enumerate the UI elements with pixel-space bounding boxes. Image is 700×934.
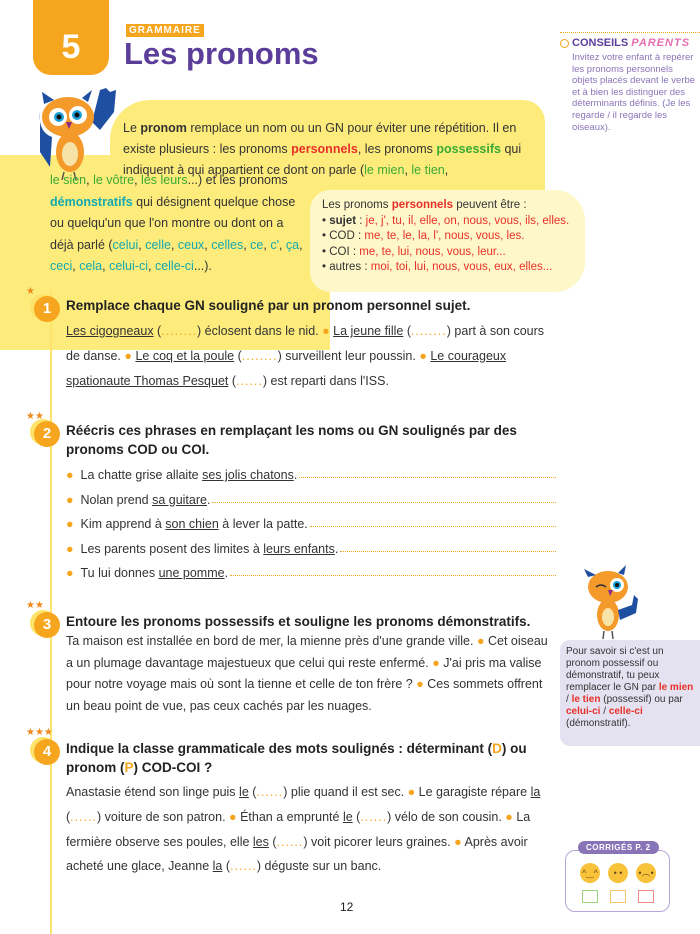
sentence-list: [66, 463, 556, 586]
text-segment: Kim apprend à: [80, 517, 166, 532]
text-segment: personnels: [291, 142, 358, 156]
exercise-text[interactable]: [66, 780, 556, 879]
text-segment: le mien: [658, 682, 694, 693]
text-segment: D: [492, 741, 502, 756]
text-segment: (: [66, 809, 71, 824]
text-segment: Le courageux spationaute Thomas Pesquet: [66, 349, 507, 388]
text-segment: Les pronoms: [322, 199, 392, 211]
text-segment: .: [293, 468, 298, 482]
text-segment: (: [222, 859, 231, 874]
text-segment: celui-ci: [566, 706, 601, 717]
exercise-number-badge: 2: [34, 421, 60, 447]
section-label: GRAMMAIRE: [126, 24, 204, 37]
happy-checkbox[interactable]: [582, 890, 598, 903]
box-line: [322, 229, 573, 245]
text-segment: La jeune fille: [333, 324, 404, 338]
text-segment: possessifs: [436, 142, 501, 156]
answer-line[interactable]: [212, 488, 556, 503]
text-segment: (démonstratif).: [566, 718, 631, 729]
sentence: [81, 488, 211, 513]
bullet-icon: ●: [505, 809, 513, 824]
tip-bubble: [560, 640, 700, 746]
parent-tips-title: CONSEILS: [572, 37, 629, 49]
list-item: [66, 512, 556, 537]
text-segment: P: [124, 760, 134, 775]
parent-tips-text: Invitez votre enfant à repérer les pronoms personnels objets placés devant le verbe et à bien les distinguer des déterminants définis. (Je les regarde / il regarde les oiseaux).: [572, 52, 696, 133]
chapter-number: 5: [61, 28, 81, 66]
text-segment: La chatte grise allaite: [80, 468, 203, 482]
text-segment: ) vélo de son cousin.: [387, 809, 506, 824]
text-segment: cela: [79, 259, 103, 273]
bullet-icon: ●: [322, 324, 330, 338]
sentence: [81, 512, 308, 537]
text-segment: ,: [134, 173, 142, 187]
text-segment: ) éclosent dans le nid.: [197, 324, 323, 338]
answer-blank[interactable]: ......: [236, 374, 263, 388]
sentence: [81, 537, 339, 562]
text-segment: ...) et les pronoms: [187, 173, 288, 187]
text-segment: démonstratifs: [50, 194, 133, 209]
answer-blank[interactable]: ......: [70, 809, 98, 824]
text-segment: ) plie quand il est sec.: [283, 785, 408, 799]
text-segment: (: [403, 324, 411, 338]
text-segment: la: [530, 785, 541, 799]
text-segment: /: [600, 706, 609, 717]
text-segment: sa guitare: [152, 492, 207, 507]
text-segment: Anastasie étend son linge puis: [66, 785, 240, 799]
text-segment: La fermière observe ses poules, elle: [66, 809, 531, 849]
lesson-intro-text-continued: [50, 170, 310, 278]
text-segment: :: [356, 214, 366, 227]
parent-tips-title-accent: PARENTS: [631, 37, 691, 49]
text-segment: pronom: [140, 121, 187, 135]
text-segment: moi, toi, lui, nous, vous, eux, elles...: [370, 261, 553, 273]
text-segment: à lever la patte.: [218, 517, 308, 532]
bullet-icon: ●: [124, 349, 132, 363]
owl-mascot-icon: [30, 82, 120, 182]
exercise-2: [26, 411, 556, 586]
box-line: [322, 214, 573, 230]
text-segment: Indique la classe grammaticale des mots soulignés : déterminant (: [66, 741, 493, 756]
bullet-icon: ●: [454, 834, 462, 849]
text-segment: les: [252, 834, 269, 849]
bullet-icon: ●: [416, 677, 424, 691]
text-segment: ,: [102, 259, 110, 273]
difficulty-stars: ★★★: [26, 727, 53, 738]
exercise-number-badge: 3: [34, 612, 60, 638]
text-segment: Le: [123, 121, 141, 135]
text-segment: Ces sommets offrent un beau point de vue, pas ceux cachés par les nuages.: [66, 677, 543, 713]
text-segment: celle-ci: [608, 706, 643, 717]
text-segment: son chien: [165, 517, 219, 532]
bullet-icon: ●: [476, 634, 485, 648]
text-segment: ,: [278, 237, 286, 252]
text-segment: .: [334, 541, 339, 556]
bullet-icon: ●: [66, 492, 81, 507]
text-segment: Ta maison est installée en bord de mer, la mienne près d'une grande ville.: [66, 634, 477, 648]
text-segment: Les parents posent des limites à: [80, 541, 264, 556]
answer-blank[interactable]: ......: [360, 809, 388, 824]
page-title: Les pronoms: [124, 36, 319, 71]
text-segment: ,: [243, 237, 251, 252]
bullet-icon: ●: [66, 468, 81, 482]
text-segment: remplace un nom ou un GN pour éviter une répétition. Il en existe plusieurs : les pronoms: [123, 121, 517, 156]
text-segment: ses jolis chatons: [202, 468, 294, 482]
text-segment: (: [228, 374, 237, 388]
worried-checkbox[interactable]: [638, 890, 654, 903]
text-segment: celui: [112, 237, 139, 252]
bullet-icon: ●: [432, 655, 440, 670]
text-segment: le tien: [411, 163, 445, 177]
text-segment: • autres :: [322, 261, 371, 273]
text-segment: ...).: [193, 259, 212, 273]
difficulty-stars: ★★: [26, 411, 44, 422]
text-segment: ) COD-COI ?: [133, 760, 213, 775]
text-segment: ,: [404, 163, 412, 177]
parent-tips-heading: [560, 32, 700, 49]
difficulty-stars: ★★: [26, 600, 44, 611]
text-segment: • COI :: [322, 245, 360, 258]
text-segment: ) est reparti dans l'ISS.: [262, 374, 389, 388]
exercise-number-badge: 1: [34, 296, 60, 322]
text-segment: ,: [263, 237, 271, 252]
bullet-icon: ●: [419, 349, 427, 363]
answer-blank[interactable]: ......: [276, 834, 304, 849]
happy-face-icon: ^‿^: [580, 863, 600, 883]
worried-face-icon: •︵•: [636, 863, 656, 883]
answer-line[interactable]: [310, 512, 556, 527]
text-segment: qui désignent quelque chose ou quelqu'un que l'on montre ou dont on a déjà parlé (: [50, 194, 296, 252]
owl-thumbs-up-icon: [580, 565, 640, 643]
exercise-instruction: [66, 739, 556, 777]
text-segment: le: [239, 785, 249, 799]
neutral-face-icon: • •: [608, 863, 628, 883]
text-segment: Le garagiste répare: [415, 785, 531, 799]
text-segment: ceux: [177, 237, 205, 252]
text-segment: peuvent être :: [453, 199, 527, 211]
exercise-text[interactable]: [66, 319, 556, 394]
neutral-checkbox[interactable]: [610, 890, 626, 903]
text-segment: ,: [299, 237, 303, 252]
box-line: [322, 245, 573, 261]
text-segment: les leurs: [141, 173, 188, 187]
exercise-text[interactable]: [66, 631, 556, 717]
self-assessment-box: [565, 843, 670, 912]
text-segment: Nolan prend: [80, 492, 153, 507]
text-segment: ) part à son cours de danse.: [66, 324, 545, 363]
text-segment: je, j', tu, il, elle, on, nous, vous, ils, elles.: [365, 214, 570, 227]
text-segment: Après avoir acheté une glace, Jeanne: [66, 834, 528, 874]
box-line: [322, 260, 573, 276]
answer-blank[interactable]: ........: [161, 324, 198, 338]
exercise-number-badge: 4: [34, 739, 60, 765]
text-segment: ,: [170, 237, 178, 252]
text-segment: ceci: [50, 259, 73, 273]
text-segment: qui indiquent à qui appartient ce dont on parle (: [123, 142, 522, 177]
personal-pronouns-box: [310, 190, 585, 292]
text-segment: • COD :: [322, 230, 365, 242]
answer-line[interactable]: [230, 561, 556, 576]
list-item: [66, 537, 556, 562]
answer-blank[interactable]: ......: [256, 785, 284, 799]
text-segment: (: [268, 834, 277, 849]
text-segment: le mien: [364, 163, 405, 177]
text-segment: ,: [147, 259, 155, 273]
answer-blank[interactable]: ........: [410, 324, 447, 338]
bullet-icon: ●: [229, 809, 237, 824]
text-segment: Les cigogneaux: [66, 324, 154, 338]
answer-line[interactable]: [340, 537, 556, 552]
list-item: [66, 561, 556, 586]
text-segment: me, te, lui, nous, vous, leur...: [359, 245, 506, 258]
text-segment: (: [248, 785, 257, 799]
text-segment: Éthan a emprunté: [236, 809, 343, 824]
bullet-icon: ●: [407, 785, 416, 799]
text-segment: Le coq et la poule: [135, 349, 235, 363]
text-segment: sujet: [329, 214, 357, 227]
list-item: [66, 488, 556, 513]
text-segment: celle: [145, 237, 171, 252]
text-segment: .: [206, 492, 211, 507]
exercise-4: [26, 727, 556, 879]
text-segment: une pomme: [158, 566, 225, 581]
text-segment: (: [153, 324, 162, 338]
text-segment: (possessif) ou par: [600, 694, 683, 705]
text-segment: ,: [72, 259, 80, 273]
text-segment: (: [234, 349, 242, 363]
list-item: [66, 463, 556, 488]
text-segment: Cet oiseau a un plumage davantage majestueux que celui qui reste enfermé.: [66, 634, 548, 670]
text-segment: ) déguste sur un banc.: [256, 859, 382, 874]
text-segment: la: [212, 859, 223, 874]
sentence: [81, 561, 229, 586]
box-line: [322, 198, 573, 214]
text-segment: ) voiture de son patron.: [97, 809, 230, 824]
text-segment: me, te, le, la, l', nous, vous, les.: [364, 230, 525, 242]
text-segment: c': [270, 237, 279, 252]
exercise-3: [26, 600, 556, 717]
text-segment: le tien: [571, 694, 601, 705]
difficulty-stars: ★: [26, 286, 35, 297]
text-segment: le vôtre: [93, 173, 135, 187]
text-segment: /: [566, 694, 572, 705]
text-segment: leurs enfants: [263, 541, 335, 556]
exercise-instruction: Remplace chaque GN souligné par un pronom personnel sujet.: [66, 298, 471, 313]
text-segment: ça: [285, 237, 300, 252]
text-segment: le: [342, 809, 353, 824]
answer-blank[interactable]: ........: [241, 349, 278, 363]
parent-tips: [560, 32, 700, 133]
sentence: [81, 463, 298, 488]
exercise-instruction: Entoure les pronoms possessifs et souligne les pronoms démonstratifs.: [66, 614, 531, 629]
text-segment: •: [322, 214, 330, 227]
text-segment: Pour savoir si c'est un pronom possessif ou démonstratif, tu peux remplacer le GN par: [566, 646, 664, 693]
text-segment: ,: [444, 163, 449, 177]
answer-line[interactable]: [299, 463, 556, 478]
text-segment: ) ou pronom (: [66, 741, 527, 775]
exercise-1: [26, 286, 556, 394]
text-segment: Tu lui donnes: [80, 566, 159, 581]
text-segment: , les pronoms: [357, 142, 437, 156]
text-segment: personnels: [391, 199, 454, 211]
text-segment: le sien: [50, 173, 87, 187]
answer-blank[interactable]: ......: [230, 859, 257, 874]
exercise-instruction: Réécris ces phrases en remplaçant les noms ou GN soulignés par des pronoms COD ou COI.: [66, 423, 517, 457]
text-segment: (: [352, 809, 361, 824]
text-segment: ,: [138, 237, 146, 252]
text-segment: celle-ci: [154, 259, 194, 273]
text-segment: celui-ci: [109, 259, 148, 273]
text-segment: J'ai pris ma valise pour notre voyage mais où sont la tienne et celle de ton frère ?: [66, 655, 542, 691]
text-segment: ce: [250, 237, 264, 252]
text-segment: .: [224, 566, 229, 581]
bullet-icon: ●: [66, 517, 81, 532]
bullet-icon: ●: [66, 541, 81, 556]
text-segment: ,: [86, 173, 94, 187]
bullet-icon: ●: [66, 566, 81, 581]
text-segment: celles: [211, 237, 244, 252]
text-segment: ,: [204, 237, 212, 252]
page-number: 12: [340, 900, 354, 914]
chapter-number-tab: [33, 0, 109, 75]
text-segment: ) voit picorer leurs graines.: [303, 834, 455, 849]
text-segment: ) surveillent leur poussin.: [277, 349, 420, 363]
answers-page-label: CORRIGÉS P. 2: [578, 841, 659, 854]
